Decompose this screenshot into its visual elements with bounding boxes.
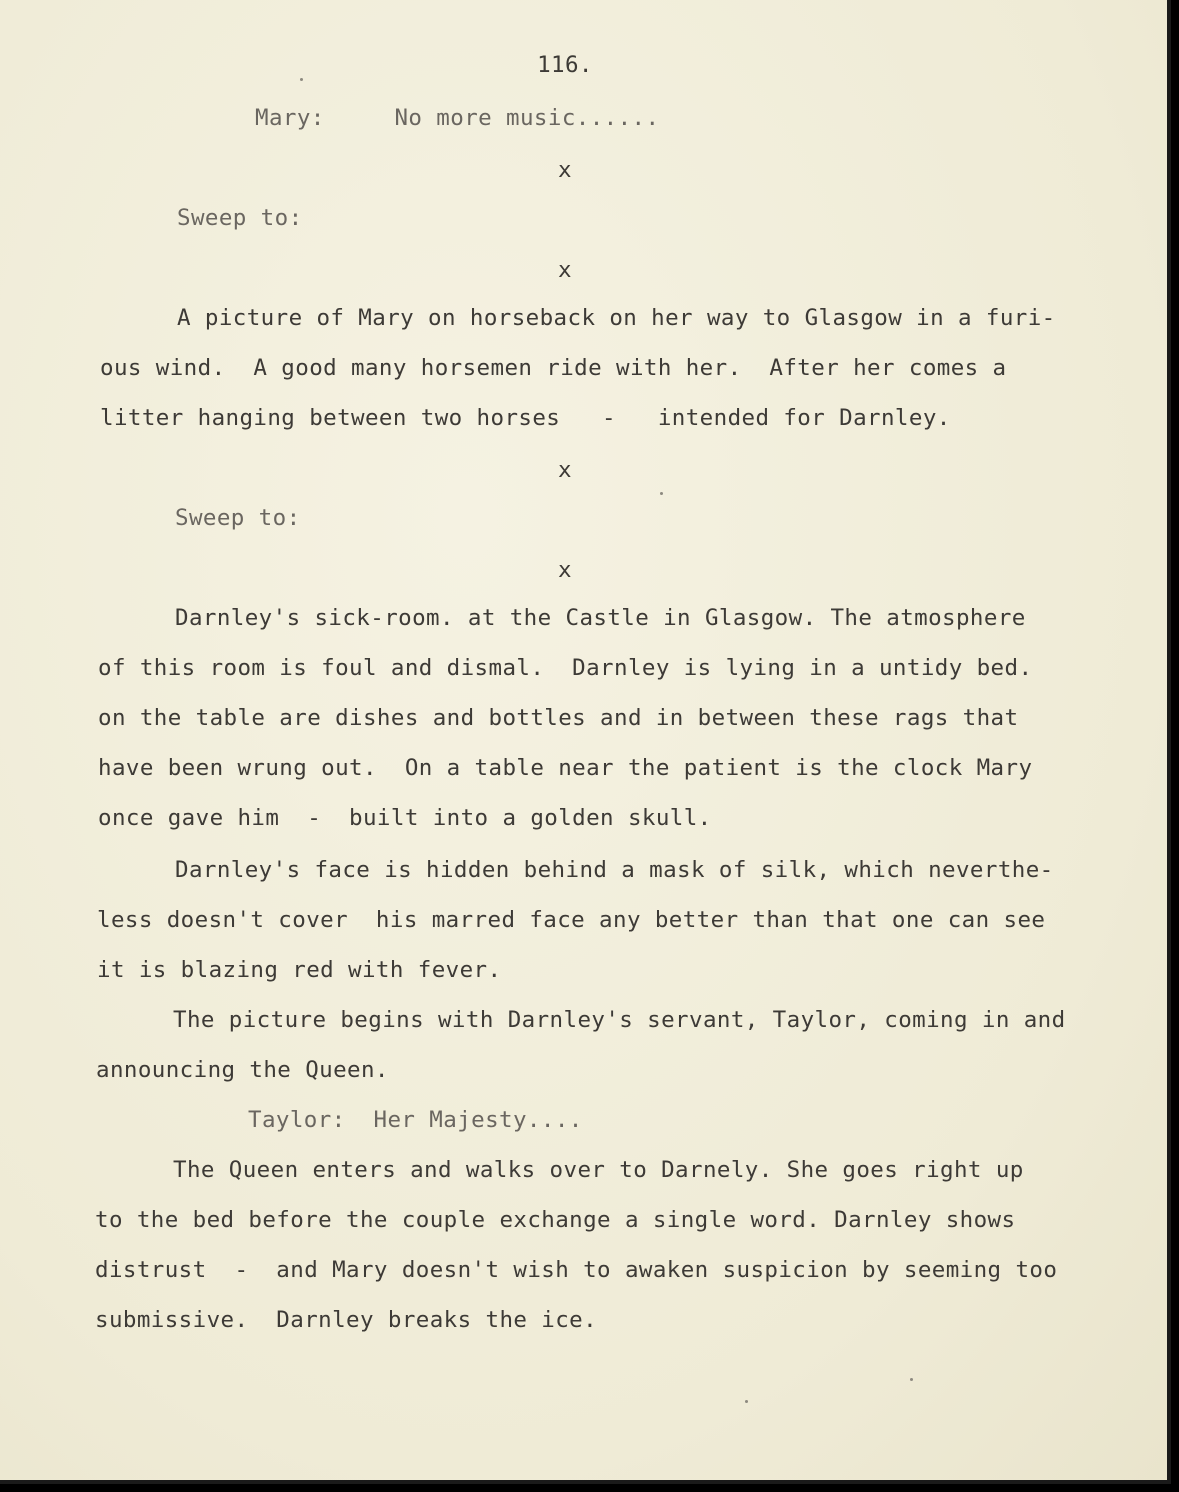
paragraph-line: on the table are dishes and bottles and in between these rags that — [98, 705, 1019, 731]
paragraph-line: have been wrung out. On a table near the patient is the clock Mary — [98, 755, 1033, 781]
paper-speck — [300, 78, 303, 81]
paragraph-line: A picture of Mary on horseback on her way to Glasgow in a furi- — [177, 305, 1056, 331]
paragraph-line: Darnley's sick-room. at the Castle in Glasgow. The atmosphere — [175, 605, 1026, 631]
paragraph-line: less doesn't cover his marred face any better than that one can see — [97, 907, 1046, 933]
transition-sweep: Sweep to: — [175, 505, 301, 531]
paragraph-line: distrust - and Mary doesn't wish to awaken suspicion by seeming too — [95, 1257, 1058, 1283]
paragraph-line: submissive. Darnley breaks the ice. — [95, 1307, 598, 1333]
paragraph-line: it is blazing red with fever. — [97, 957, 502, 983]
paragraph-line: ous wind. A good many horsemen ride with her. After her comes a — [100, 355, 1007, 381]
paper-speck — [745, 1400, 748, 1403]
scene-separator: x — [558, 457, 572, 483]
paragraph-line: of this room is foul and dismal. Darnley is lying in a untidy bed. — [98, 655, 1033, 681]
paper-speck — [910, 1378, 913, 1381]
dialogue-taylor: Taylor: Her Majesty.... — [248, 1107, 583, 1133]
paragraph-line: once gave him - built into a golden skull. — [98, 805, 712, 831]
transition-sweep: Sweep to: — [177, 205, 303, 231]
scene-separator: x — [558, 157, 572, 183]
paragraph-line: to the bed before the couple exchange a single word. Darnley shows — [95, 1207, 1016, 1233]
scene-separator: x — [558, 257, 572, 283]
page-number: 116. — [537, 52, 593, 78]
paragraph-line: The picture begins with Darnley's servant, Taylor, coming in and — [173, 1007, 1066, 1033]
paragraph-line: Darnley's face is hidden behind a mask of silk, which neverthe- — [175, 857, 1054, 883]
paragraph-line: litter hanging between two horses - intended for Darnley. — [100, 405, 951, 431]
paper-speck — [660, 492, 663, 495]
dialogue-mary: Mary: No more music...... — [255, 105, 660, 131]
paragraph-line: The Queen enters and walks over to Darnely. She goes right up — [173, 1157, 1024, 1183]
paragraph-line: announcing the Queen. — [96, 1057, 389, 1083]
scene-separator: x — [558, 557, 572, 583]
